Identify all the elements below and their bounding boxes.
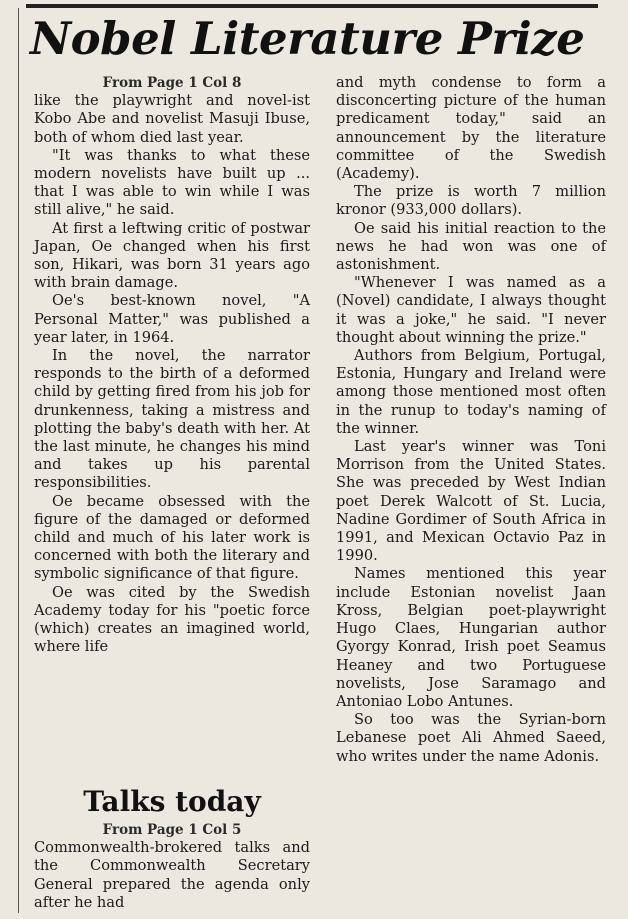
paragraph: Oe became obsessed with the figure of the damaged or deformed child and much of his later work is concerned with both the literary and symbolic significance of that figure. [34,492,310,583]
paragraph: So too was the Syrian-born Lebanese poet Ali Ahmed Saeed, who writes under the name Adonis. [336,711,606,765]
paragraph: Oe said his initial reaction to the news he had won was one of astonishment. [336,219,606,274]
paragraph: Names mentioned this year include Estonian novelist Jaan Kross, Belgian poet-playwright Hugo Claes, Hungarian author Gyorgy Konrad, Irish poet Seamus Heaney and two Portuguese novelists, Jose Saramago and Antoniao Lobo Antunes. [336,565,606,710]
headline: Nobel Literature Prize [30,12,585,65]
paragraph: In the novel, the narrator responds to the birth of a deformed child by getting fired from his job for drunkenness, taking a mistress and plotting the baby's death with her. At the last minute, he changes his mind and takes up his parental responsibilities. [34,347,310,492]
second-article-column [34,821,310,912]
column-rule [18,8,19,913]
second-headline: Talks today [83,785,261,818]
paragraph: Commonwealth-brokered talks and the Commonwealth Secretary General prepared the agenda only after he had [34,839,310,911]
paragraph: Last year's winner was Toni Morrison from the United States. She was preceded by West Indian poet Derek Walcott of St. Lucia, Nadine Gordimer of South Africa in 1991, and Mexican Octavio Paz in 1990. [336,438,606,565]
paragraph: Oe was cited by the Swedish Academy today for his "poetic force (which) creates an imagined world, where life [34,583,310,656]
paragraph: "It was thanks to what these modern novelists have built up ... that I was able to win while I was still alive," he said. [34,146,310,219]
paragraph: like the playwright and novel-ist Kobo Abe and novelist Masuji Ibuse, both of whom died last year. [34,92,310,146]
paragraph: "Whenever I was named as a (Novel) candidate, I always thought it was a joke," he said. "I never thought about winning the prize." [336,274,606,346]
paragraph: The prize is worth 7 million kronor (933,000 dollars). [336,183,606,219]
paragraph: and myth condense to form a disconcerting picture of the human predicament today," said an announcement by the literature committee of the Swedish (Academy). [336,74,606,183]
paragraph: Authors from Belgium, Portugal, Estonia, Hungary and Ireland were among those mentioned most often in the runup to today's naming of the winner. [336,347,606,437]
jump-line: From Page 1 Col 8 [102,75,242,91]
left-column [34,74,310,657]
second-jump-line: From Page 1 Col 5 [102,822,242,838]
right-column [336,74,606,766]
paragraph: At first a leftwing critic of postwar Japan, Oe changed when his first son, Hikari, was born 31 years ago with brain damage. [34,219,310,292]
paragraph: Oe's best-known novel, "A Personal Matter," was published a year later, in 1964. [34,292,310,346]
top-rule [26,4,598,8]
